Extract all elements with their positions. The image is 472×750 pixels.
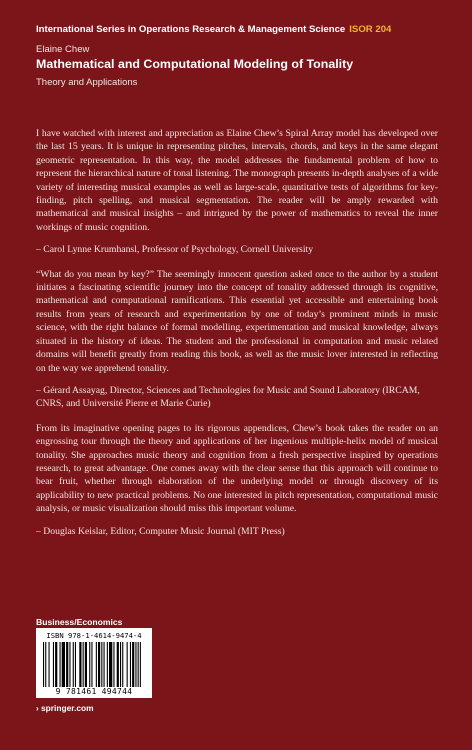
author-name: Elaine Chew bbox=[36, 44, 90, 55]
barcode-bar bbox=[75, 642, 76, 687]
barcode-bar bbox=[109, 642, 112, 687]
barcode-bar bbox=[138, 642, 139, 687]
book-subtitle: Theory and Applications bbox=[36, 77, 138, 88]
barcode-bar bbox=[43, 642, 44, 687]
publisher-url: springer.com bbox=[41, 703, 94, 713]
category-label: Business/Economics bbox=[36, 617, 123, 627]
barcode-bar bbox=[117, 642, 119, 687]
barcode-bar bbox=[66, 642, 68, 687]
barcode-bar bbox=[130, 642, 131, 687]
barcode-bar bbox=[113, 642, 114, 687]
barcode-bar bbox=[122, 642, 123, 687]
series-code: ISOR 204 bbox=[349, 24, 392, 35]
barcode-bar bbox=[120, 642, 121, 687]
isbn-barcode bbox=[36, 628, 152, 698]
barcode-bar bbox=[91, 642, 92, 687]
barcode-bar bbox=[85, 642, 87, 687]
barcode-bar bbox=[45, 642, 46, 687]
barcode-bar bbox=[132, 642, 134, 687]
barcode-bar bbox=[60, 642, 61, 687]
blurb-attribution: – Gérard Assayag, Director, Sciences and Technologies for Music and Sound Laboratory (IRCAM, CNRS, and Université Pierre et Marie Curie) bbox=[36, 384, 420, 410]
barcode-bar bbox=[96, 642, 97, 687]
publisher-link[interactable] bbox=[36, 703, 94, 713]
barcode-bar bbox=[135, 642, 136, 687]
barcode-bars bbox=[43, 642, 145, 687]
isbn-text: ISBN 978-1-4614-9474-4 bbox=[46, 631, 142, 640]
book-title: Mathematical and Computational Modeling of Tonality bbox=[36, 57, 354, 71]
blurb-attribution: – Carol Lynne Krumhansl, Professor of Psychology, Cornell University bbox=[36, 244, 314, 256]
series-line bbox=[36, 24, 391, 35]
barcode-bar bbox=[55, 642, 57, 687]
barcode-bar bbox=[127, 642, 128, 687]
blurbs-section bbox=[36, 127, 438, 549]
blurb-quote: From its imaginative opening pages to its rigorous appendices, Chew’s book takes the reader on an engrossing tour through the theory and applications of her ingenious multiple-helix model of musical tonality. She approaches music theory and cognition from a fresh perspective inspired by operations research, to great advantage. One comes away with the clear sense that this approach will continue to bear fruit, whether through elaboration of the underlying model or through discovery of its applicability to new practical problems. No one interested in pitch representation, computational music analysis, or music visualization should miss this important volume. bbox=[36, 422, 438, 515]
barcode-digits: 9 781461 494744 bbox=[55, 687, 133, 696]
barcode-bar bbox=[62, 642, 65, 687]
barcode-bar bbox=[98, 642, 100, 687]
barcode-bar bbox=[83, 642, 84, 687]
barcode-bar bbox=[73, 642, 74, 687]
barcode-bar bbox=[53, 642, 54, 687]
barcode-bar bbox=[79, 642, 81, 687]
barcode-bar bbox=[49, 642, 50, 687]
blurb-quote: “What do you mean by key?” The seemingly innocent question asked once to the author by a student initiates a fascinating scientific journey into the concept of tonality addressed through its cognitive, mathematical and computational ramifications. This essential yet accessible and entertaining book results from years of research and experimentation by one of today’s prominent minds in music science, with the right balance of formal modelling, experimentation and musical knowledge, always situated in the history of ideas. The student and the professional in computation and music related domains will benefit greatly from reading this book, as well as the music lover interested in reflecting on the way we apprehend tonality. bbox=[36, 268, 438, 374]
arrow-icon: › bbox=[36, 704, 39, 713]
barcode-bar bbox=[69, 642, 70, 687]
barcode-bar bbox=[140, 642, 141, 687]
barcode-bar bbox=[104, 642, 105, 687]
series-name: International Series in Operations Research & Management Science bbox=[36, 24, 346, 35]
barcode-bar bbox=[89, 642, 90, 687]
blurb-attribution: – Douglas Keislar, Editor, Computer Music Journal (MIT Press) bbox=[36, 525, 285, 537]
barcode-bar bbox=[101, 642, 102, 687]
barcode-bar bbox=[107, 642, 108, 687]
blurb-quote: I have watched with interest and appreciation as Elaine Chew’s Spiral Array model has developed over the last 15 years. It is unique in representing pitches, intervals, chords, and keys in the same elegant geometric representation. In this way, the model addresses the fundamental problem of how to represent the hierarchical nature of tonal listening. The monograph presents in-depth analyses of a wide variety of interesting musical examples as well as large-scale, quantitative tests of algorithms for key-finding, pitch spelling, and musical segmentation. The reader will be amply rewarded with mathematical and musical insights – and intrigued by the power of mathematics to reveal the inner workings of music cognition. bbox=[36, 128, 438, 233]
